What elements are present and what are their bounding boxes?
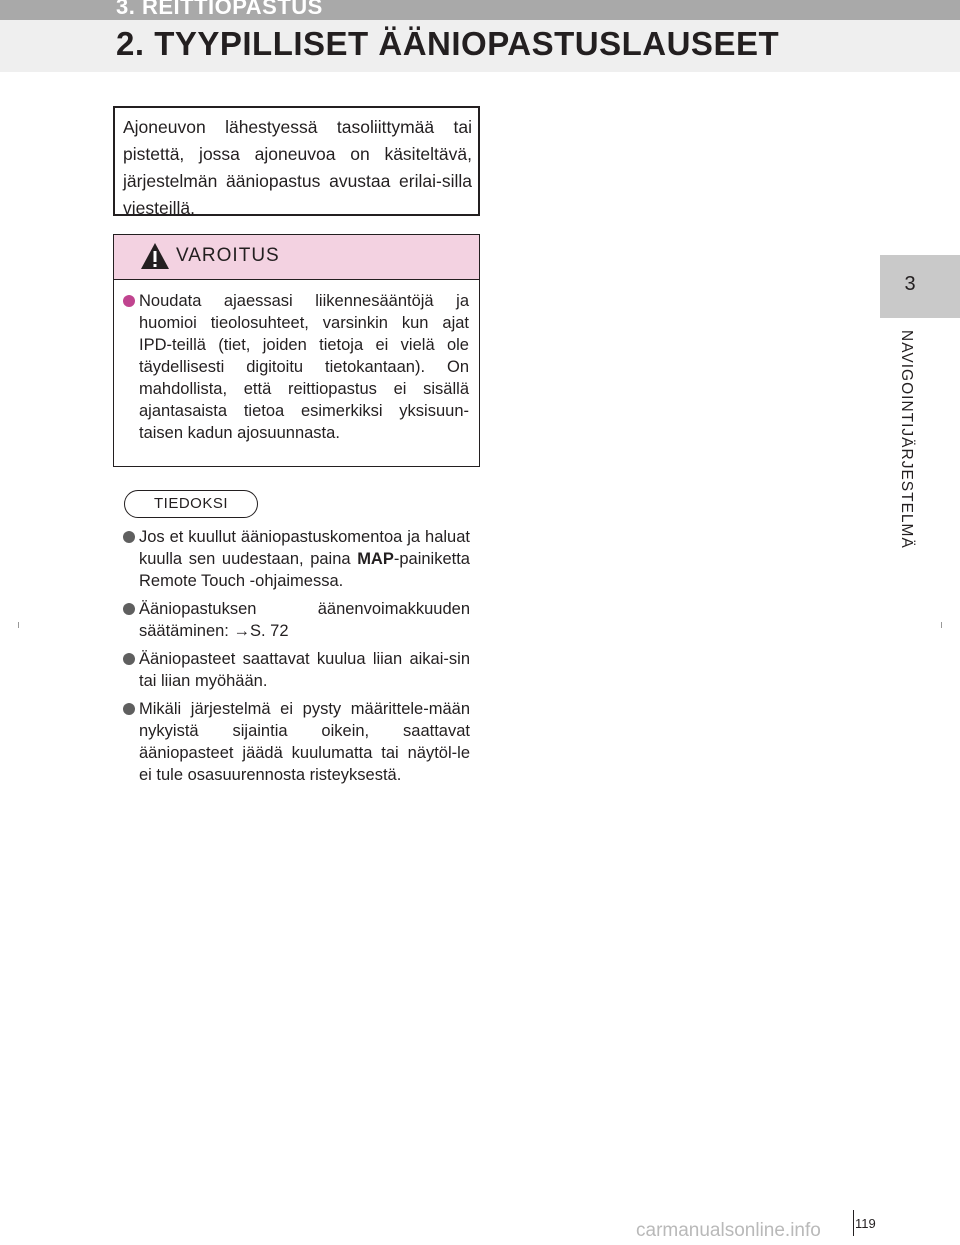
warning-label: VAROITUS	[176, 245, 280, 266]
warning-box	[113, 234, 480, 467]
info-item-text[interactable]: Ääniopastuksen äänenvoimakkuuden säätäminen: →S. 72	[139, 600, 470, 640]
page-number: 119	[855, 1216, 876, 1231]
info-item-text: Jos et kuullut ääniopastuskomentoa ja haluat kuulla sen uudestaan, paina	[139, 528, 470, 568]
page-title: 2. TYYPILLISET ÄÄNIOPASTUSLAUSEET	[116, 25, 780, 62]
warning-triangle-icon	[140, 241, 170, 271]
crop-mark-left	[18, 622, 19, 628]
info-item	[124, 598, 470, 642]
warning-item	[124, 290, 469, 444]
intro-text: Ajoneuvon lähestyessä tasoliittymää tai pistettä, jossa ajoneuvoa on käsiteltävä, järjestelmän ääniopastus avustaa erilai-silla viesteillä.	[123, 117, 472, 218]
info-item	[124, 526, 470, 592]
info-item-text: Mikäli järjestelmä ei pysty määrittele-mään nykyistä sijaintia oikein, saattavat ääniopasteet jäädä kuulumatta tai näytöl-le ei tule osasuurennosta risteyksestä.	[139, 700, 470, 784]
intro-box	[113, 106, 480, 216]
warning-body	[114, 280, 479, 444]
crop-mark-right	[941, 622, 942, 628]
warning-item-text: Noudata ajaessasi liikennesääntöjä ja huomioi tieolosuhteet, varsinkin kun ajat IPD-teillä (tiet, joiden tietoja ei vielä ole täydellisesti digitoitu tietokantaan). On mahdollista, että reittiopastus ei sisällä ajantasaista tietoa esimerkiksi yksisuun-taisen kadun ajosuunnasta.	[139, 292, 469, 442]
info-label: TIEDOKSI	[124, 490, 258, 518]
bullet-dot-icon	[123, 653, 135, 665]
info-item-text: Ääniopasteet saattavat kuulua liian aikai-sin tai liian myöhään.	[139, 650, 470, 690]
warning-header	[114, 235, 479, 280]
bullet-dot-icon	[123, 295, 135, 307]
watermark: carmanualsonline.info	[636, 1220, 821, 1241]
map-key-label: MAP	[357, 550, 394, 568]
footer-rule	[853, 1210, 854, 1236]
bullet-dot-icon	[123, 703, 135, 715]
bullet-dot-icon	[123, 603, 135, 615]
section-title: 3. REITTIOPASTUS	[116, 0, 323, 19]
info-item	[124, 648, 470, 692]
chapter-number: 3	[904, 273, 916, 295]
chapter-label-container	[885, 330, 945, 590]
info-list	[124, 526, 470, 792]
chapter-label: NAVIGOINTIJÄRJESTELMÄ	[898, 330, 915, 549]
chapter-tab[interactable]	[880, 255, 960, 318]
info-item-text-tail: -painiketta Remote Touch -ohjaimessa.	[139, 550, 470, 590]
bullet-dot-icon	[123, 531, 135, 543]
info-item	[124, 698, 470, 786]
